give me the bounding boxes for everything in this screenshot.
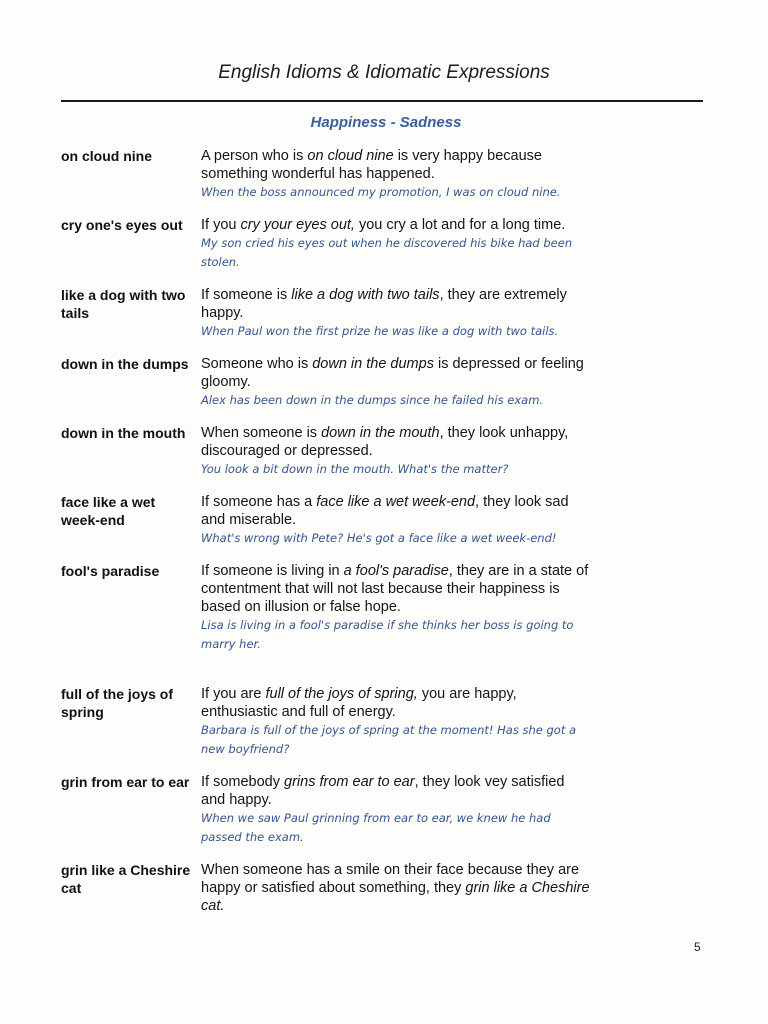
idiom-definition [201,685,591,759]
idiom-example: My son cried his eyes out when he discovered his bike had been stolen. [201,236,573,269]
definition-text: If someone is living in [201,563,344,579]
definition-text: If you [201,217,241,233]
idiom-definition [201,424,591,479]
definition-text: If somebody [201,774,285,790]
definition-text: is depressed or feeling gloomy. [201,356,584,390]
idiom-example: Alex has been down in the dumps since he failed his exam. [201,393,544,407]
definition-text: , they look unhappy, discouraged or depressed. [201,425,569,459]
definition-text: , they are in a state of contentment that will not last because their happiness is based on illusion or false hope. [201,563,589,615]
definition-text: A person who is [201,148,308,164]
definition-idiom: cry your eyes out, [240,217,355,233]
idiom-term: full of the joys of spring [61,686,173,720]
idiom-term: face like a wet week-end [61,494,156,528]
idiom-definition [201,773,591,847]
definition-text: When someone has a smile on their face because they are happy or satisfied about something, they [201,862,580,896]
idiom-example: Lisa is living in a fool's paradise if she thinks her boss is going to marry her. [201,618,574,651]
idiom-example: What's wrong with Pete? He's got a face like a wet week-end! [201,531,557,545]
idiom-term: down in the mouth [61,425,186,441]
idiom-term: down in the dumps [61,356,189,372]
idiom-term: grin like a Cheshire cat [61,862,191,896]
idiom-term: like a dog with two tails [61,287,186,321]
title-rule [61,100,703,102]
idiom-definition [201,861,591,915]
definition-idiom: down in the dumps [312,356,434,372]
definition-text: Someone who is [201,356,313,372]
idiom-definition [201,493,591,548]
idiom-definition [201,562,591,654]
definition-text: , they look sad and miserable. [201,494,569,528]
section-heading: Happiness - Sadness [310,114,462,131]
definition-idiom: on cloud nine [307,148,394,164]
definition-text: When someone is [201,425,322,441]
idiom-term: grin from ear to ear [61,774,190,790]
definition-text: If someone has a [201,494,317,510]
idiom-example: Barbara is full of the joys of spring at the moment! Has she got a new boyfriend? [201,723,577,756]
idiom-term: cry one's eyes out [61,217,183,233]
idiom-term: on cloud nine [61,148,152,164]
idiom-example: You look a bit down in the mouth. What's the matter? [201,462,509,476]
definition-text: you cry a lot and for a long time. [354,217,566,233]
definition-text: , they look vey satisfied and happy. [201,774,565,808]
definition-idiom: face like a wet week-end [316,494,476,510]
page-title: English Idioms & Idiomatic Expressions [218,62,550,83]
definition-idiom: grin like a Cheshire cat. [201,880,590,914]
definition-idiom: a fool's paradise [343,563,449,579]
idiom-term: fool's paradise [61,563,160,579]
page-number: 5 [694,940,701,954]
definition-text: , they are extremely happy. [201,287,567,321]
definition-text: If you are [201,686,266,702]
definition-text: you are happy, enthusiastic and full of energy. [201,686,517,720]
idiom-example: When the boss announced my promotion, I was on cloud nine. [201,185,561,199]
idiom-example: When we saw Paul grinning from ear to ear, we knew he had passed the exam. [201,811,551,844]
definition-idiom: like a dog with two tails [291,287,440,303]
definition-text: If someone is [201,287,292,303]
definition-idiom: grins from ear to ear [284,774,415,790]
idiom-definition [201,216,591,272]
definition-idiom: full of the joys of spring, [265,686,418,702]
idiom-example: When Paul won the first prize he was like a dog with two tails. [201,324,559,338]
idiom-definition [201,355,591,410]
idiom-definition [201,286,591,341]
idiom-definition [201,147,591,202]
definition-text: is very happy because something wonderful has happened. [201,148,542,182]
definition-idiom: down in the mouth [321,425,440,441]
